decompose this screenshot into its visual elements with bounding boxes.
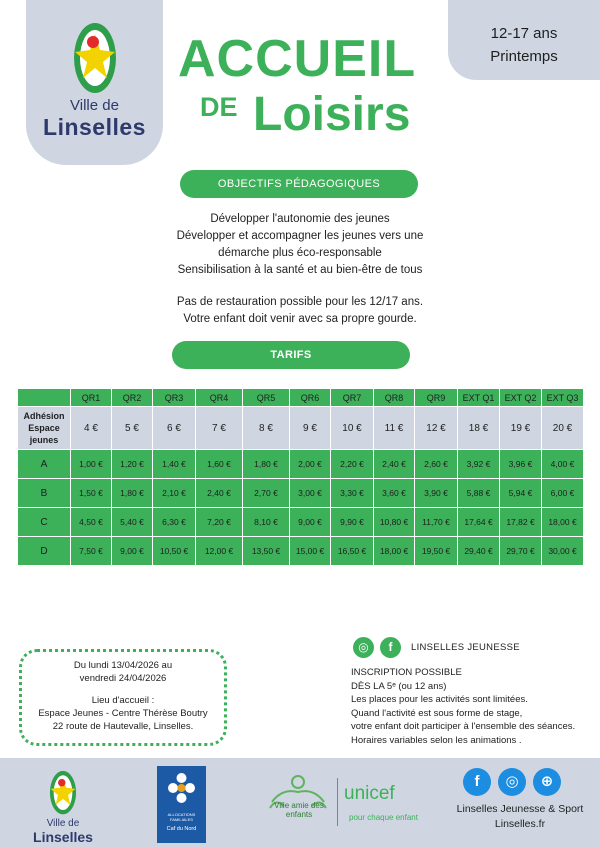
- info-line: Quand l'activité est sous forme de stage,: [351, 707, 523, 719]
- info-line: Horaires variables selon les animations .: [351, 734, 522, 746]
- footer-website[interactable]: Linselles.fr: [494, 818, 546, 830]
- table-cell: 17,64 €: [458, 508, 500, 537]
- caf-text: ALLOCATIONS FAMILIALES: [167, 812, 196, 822]
- header-cell: QR6: [290, 389, 331, 407]
- table-cell: 1,00 €: [71, 450, 112, 479]
- table-row-d: [18, 537, 584, 566]
- table-cell: 19 €: [500, 407, 542, 450]
- facebook-icon[interactable]: f: [380, 637, 401, 658]
- dates-location-box: [19, 649, 227, 746]
- caf-logo: [157, 766, 206, 843]
- table-cell: 6,00 €: [542, 479, 584, 508]
- city-emblem-icon: [73, 20, 117, 94]
- row-label-line: Adhésion: [23, 411, 65, 421]
- city-logo: [26, 0, 163, 165]
- table-cell: 20 €: [542, 407, 584, 450]
- table-cell: 4,00 €: [542, 450, 584, 479]
- title-accueil: ACCUEIL: [178, 30, 417, 88]
- info-line: DÈS LA 5ᵉ (ou 12 ans): [351, 680, 447, 692]
- header-cell: EXT Q3: [542, 389, 584, 407]
- objectives-heading: OBJECTIFS PÉDAGOGIQUES: [180, 170, 418, 198]
- table-cell: 5 €: [112, 407, 153, 450]
- header-cell: EXT Q1: [458, 389, 500, 407]
- row-label-line: jeunes: [29, 435, 59, 445]
- table-cell: 9,00 €: [290, 508, 331, 537]
- table-cell: 7,50 €: [71, 537, 112, 566]
- table-cell: 8,10 €: [243, 508, 290, 537]
- table-cell: 5,40 €: [112, 508, 153, 537]
- objective-line: démarche plus éco-responsable: [218, 247, 382, 259]
- city-emblem-icon: [49, 769, 77, 815]
- table-cell: 18,00 €: [542, 508, 584, 537]
- caf-emblem-icon: [157, 768, 206, 810]
- table-cell: 2,60 €: [415, 450, 458, 479]
- table-cell: 10,50 €: [153, 537, 196, 566]
- title-loisirs: Loisirs: [253, 88, 411, 141]
- header-cell: QR5: [243, 389, 290, 407]
- note-line: Votre enfant doit venir avec sa propre gourde.: [183, 313, 417, 325]
- objective-line: Développer et accompagner les jeunes vers une: [176, 230, 424, 242]
- row-label: D: [18, 537, 71, 566]
- table-cell: 5,88 €: [458, 479, 500, 508]
- tarifs-table: [17, 388, 584, 566]
- table-cell: 9 €: [290, 407, 331, 450]
- header-cell: EXT Q2: [500, 389, 542, 407]
- header-cell: QR9: [415, 389, 458, 407]
- table-cell: 3,96 €: [500, 450, 542, 479]
- logo-city-name: Linselles: [43, 114, 146, 140]
- tarifs-heading: TARIFS: [172, 341, 410, 369]
- note-line: Pas de restauration possible pour les 12/17 ans.: [176, 296, 424, 308]
- facebook-icon[interactable]: f: [463, 768, 491, 796]
- divider: [337, 778, 338, 826]
- instagram-icon[interactable]: ◎: [353, 637, 374, 658]
- table-cell: 1,50 €: [71, 479, 112, 508]
- row-label: [18, 407, 71, 450]
- table-row-c: [18, 508, 584, 537]
- table-cell: 17,82 €: [500, 508, 542, 537]
- table-row-a: [18, 450, 584, 479]
- table-cell: 1,60 €: [196, 450, 243, 479]
- table-cell: 9,00 €: [112, 537, 153, 566]
- table-cell: 3,00 €: [290, 479, 331, 508]
- header-cell: QR8: [374, 389, 415, 407]
- web-icon[interactable]: ⊕: [533, 768, 561, 796]
- season: Printemps: [490, 48, 558, 65]
- table-cell: 3,30 €: [331, 479, 374, 508]
- inscription-info: [351, 666, 575, 747]
- table-cell: 16,50 €: [331, 537, 374, 566]
- table-cell: 4 €: [71, 407, 112, 450]
- footer-logo-name: Linselles: [33, 829, 93, 845]
- table-cell: 2,40 €: [196, 479, 243, 508]
- unicef-logo: unicef: [344, 783, 395, 804]
- table-cell: 12,00 €: [196, 537, 243, 566]
- table-cell: 5,94 €: [500, 479, 542, 508]
- location-label: Lieu d'accueil :: [91, 695, 155, 706]
- table-cell: 1,80 €: [243, 450, 290, 479]
- table-cell: 19,50 €: [415, 537, 458, 566]
- table-row-adhesion: [18, 407, 584, 450]
- table-cell: 12 €: [415, 407, 458, 450]
- table-cell: 29,40 €: [458, 537, 500, 566]
- unicef-tagline: pour chaque enfant: [349, 813, 418, 822]
- table-cell: 3,60 €: [374, 479, 415, 508]
- footer-logo-ville: Ville de: [46, 818, 80, 829]
- table-cell: 11,70 €: [415, 508, 458, 537]
- table-header-row: [18, 389, 584, 407]
- table-cell: 10,80 €: [374, 508, 415, 537]
- table-cell: 6 €: [153, 407, 196, 450]
- table-cell: 30,00 €: [542, 537, 584, 566]
- title-de: DE: [200, 92, 238, 122]
- table-cell: 2,00 €: [290, 450, 331, 479]
- table-cell: 7,20 €: [196, 508, 243, 537]
- objective-line: Sensibilisation à la santé et au bien-être de tous: [177, 264, 423, 276]
- objective-line: Développer l'autonomie des jeunes: [210, 213, 390, 225]
- row-label: A: [18, 450, 71, 479]
- header-cell: QR2: [112, 389, 153, 407]
- header-cell: [18, 389, 71, 407]
- table-cell: 4,50 €: [71, 508, 112, 537]
- table-cell: 6,30 €: [153, 508, 196, 537]
- instagram-icon[interactable]: ◎: [498, 768, 526, 796]
- dates-line: Du lundi 13/04/2026 au: [73, 660, 173, 671]
- table-cell: 18,00 €: [374, 537, 415, 566]
- table-cell: 1,20 €: [112, 450, 153, 479]
- header-cell: QR1: [71, 389, 112, 407]
- header-cell: QR3: [153, 389, 196, 407]
- dates-line: vendredi 24/04/2026: [79, 673, 167, 684]
- ville-amie-text: Ville amie des enfants: [274, 801, 324, 819]
- table-cell: 7 €: [196, 407, 243, 450]
- row-label: B: [18, 479, 71, 508]
- logo-ville-text: Ville de: [70, 97, 119, 114]
- table-cell: 1,80 €: [112, 479, 153, 508]
- table-cell: 2,10 €: [153, 479, 196, 508]
- table-cell: 2,20 €: [331, 450, 374, 479]
- table-cell: 2,40 €: [374, 450, 415, 479]
- row-label-line: Espace: [28, 423, 60, 433]
- age-season-badge: [448, 0, 600, 80]
- location-line: 22 route de Hautevalle, Linselles.: [52, 721, 194, 732]
- row-label: C: [18, 508, 71, 537]
- table-cell: 9,90 €: [331, 508, 374, 537]
- objectives-list: [0, 211, 600, 279]
- caf-name: Caf du Nord: [166, 826, 197, 832]
- table-cell: 3,92 €: [458, 450, 500, 479]
- info-line: votre enfant doit participer à l'ensemble des séances.: [351, 721, 576, 732]
- table-cell: 29,70 €: [500, 537, 542, 566]
- age-range: 12-17 ans: [490, 25, 558, 42]
- notes: [0, 294, 600, 328]
- footer: [0, 758, 600, 848]
- table-cell: 8 €: [243, 407, 290, 450]
- info-line: INSCRIPTION POSSIBLE: [351, 667, 462, 678]
- header-cell: QR4: [196, 389, 243, 407]
- table-row-b: [18, 479, 584, 508]
- table-cell: 15,00 €: [290, 537, 331, 566]
- social-label: LINSELLES JEUNESSE: [411, 642, 520, 653]
- table-cell: 2,70 €: [243, 479, 290, 508]
- table-cell: 13,50 €: [243, 537, 290, 566]
- table-cell: 1,40 €: [153, 450, 196, 479]
- info-line: Les places pour les activités sont limitées.: [351, 694, 528, 705]
- location-line: Espace Jeunes - Centre Thérèse Boutry: [38, 708, 208, 719]
- footer-jeunesse-sport: Linselles Jeunesse & Sport: [456, 803, 584, 815]
- table-cell: 18 €: [458, 407, 500, 450]
- header-cell: QR7: [331, 389, 374, 407]
- table-cell: 10 €: [331, 407, 374, 450]
- table-cell: 3,90 €: [415, 479, 458, 508]
- table-cell: 11 €: [374, 407, 415, 450]
